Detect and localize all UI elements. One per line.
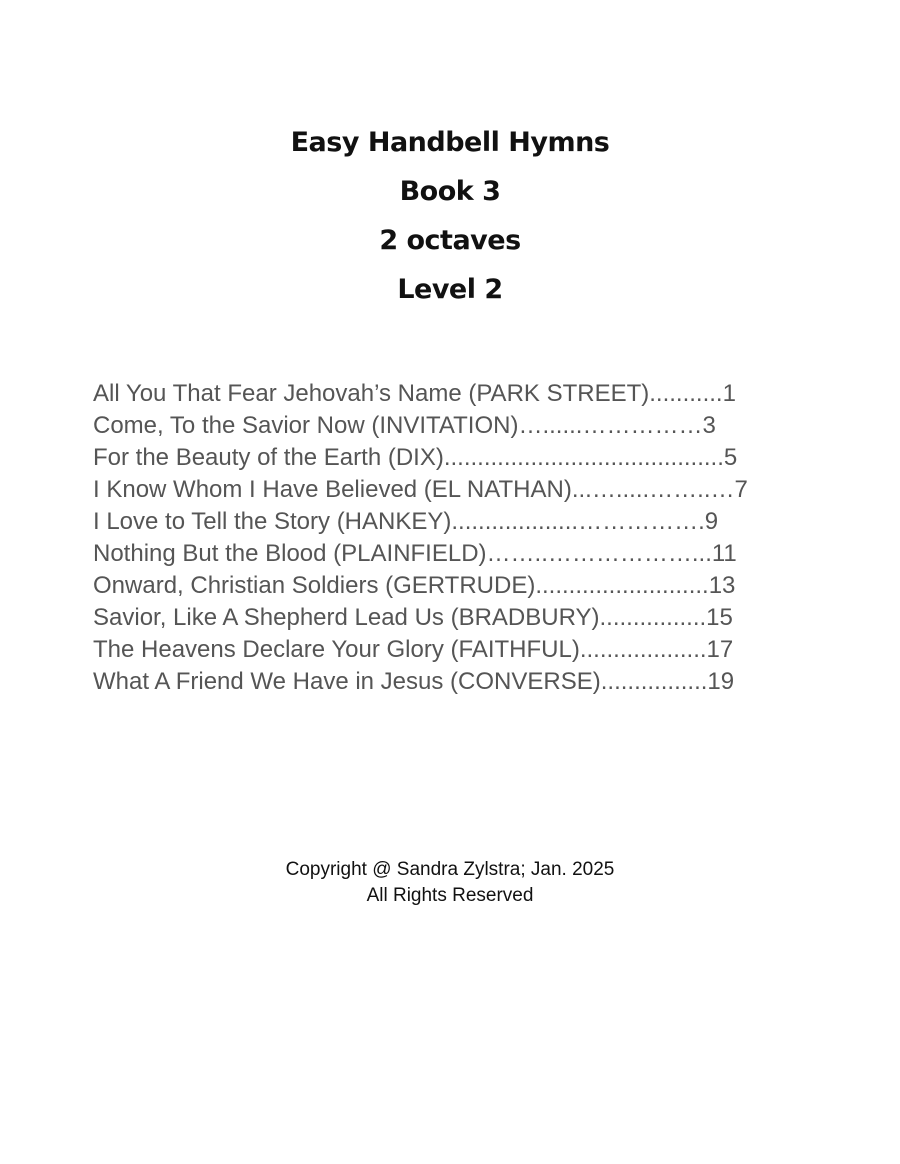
copyright-notice [0,857,900,909]
toc-entry: All You That Fear Jehovah’s Name (PARK STREET)...........1 [93,380,736,407]
toc-entry: The Heavens Declare Your Glory (FAITHFUL)...................17 [93,636,734,663]
octave-range: 2 octaves [379,225,521,256]
toc-entry: Nothing But the Blood (PLAINFIELD)……..………………...11 [93,540,737,567]
title-block [0,118,900,314]
toc-entry: For the Beauty of the Earth (DIX)..........................................5 [93,444,738,471]
toc-entry: I Love to Tell the Story (HANKEY)...................…………….9 [93,508,719,535]
book-number: Book 3 [399,176,501,207]
book-title: Easy Handbell Hymns [290,127,610,158]
toc-entry: Savior, Like A Shepherd Lead Us (BRADBURY)................15 [93,604,733,631]
table-of-contents [93,378,853,698]
copyright-line: Copyright @ Sandra Zylstra; Jan. 2025 [285,859,615,880]
toc-entry: Come, To the Savior Now (INVITATION)…......……………3 [93,412,716,439]
toc-entry: What A Friend We Have in Jesus (CONVERSE)................19 [93,668,735,695]
rights-reserved-line: All Rights Reserved [366,885,534,906]
toc-entry: I Know Whom I Have Believed (EL NATHAN)...….....……..…7 [93,476,748,503]
toc-entry: Onward, Christian Soldiers (GERTRUDE)..........................13 [93,572,736,599]
difficulty-level: Level 2 [397,274,503,305]
